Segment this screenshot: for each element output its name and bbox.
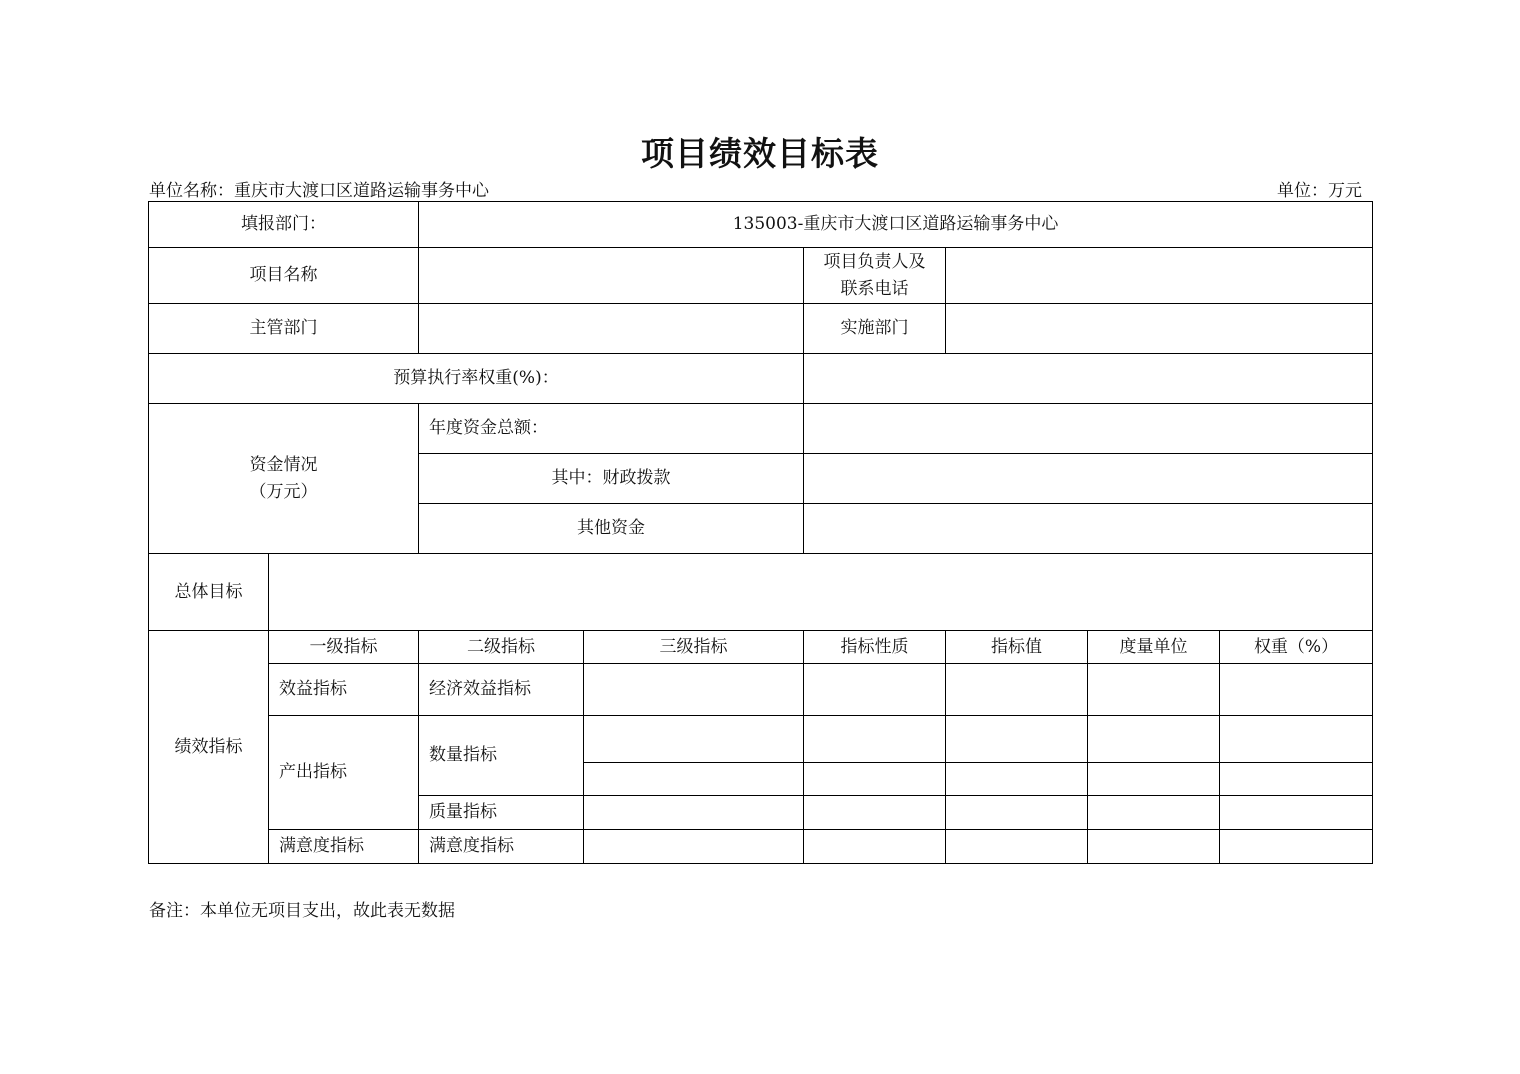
table-cell[interactable] <box>804 716 946 763</box>
output-l1: 产出指标 <box>269 716 419 830</box>
table-cell[interactable] <box>584 664 804 716</box>
table-cell[interactable] <box>1088 830 1220 864</box>
currency-unit: 单位：万元 <box>1277 181 1362 201</box>
table-row <box>149 830 1373 864</box>
footnote: 备注：本单位无项目支出，故此表无数据 <box>149 901 455 921</box>
supervisor-label: 主管部门 <box>149 304 419 354</box>
annual-total-label: 年度资金总额： <box>419 404 804 454</box>
unit-name: 单位名称：重庆市大渡口区道路运输事务中心 <box>149 181 489 201</box>
fill-dept-value: 135003-重庆市大渡口区道路运输事务中心 <box>419 202 1373 248</box>
page-title: 项目绩效目标表 <box>641 134 879 173</box>
perf-label: 绩效指标 <box>149 631 269 864</box>
table-cell[interactable] <box>1220 664 1373 716</box>
table-cell[interactable] <box>804 830 946 864</box>
funds-label <box>149 404 419 554</box>
table-cell[interactable] <box>946 830 1088 864</box>
table-cell[interactable] <box>1220 763 1373 796</box>
benefit-l2: 经济效益指标 <box>419 664 584 716</box>
indicator-header-row <box>149 631 1373 664</box>
leader-value[interactable] <box>946 248 1373 304</box>
header-nature: 指标性质 <box>804 631 946 664</box>
header-level3: 三级指标 <box>584 631 804 664</box>
table-row <box>149 664 1373 716</box>
budget-rate-row <box>149 354 1373 404</box>
leader-label: 项目负责人及联系电话 <box>804 248 946 304</box>
header-weight: 权重（%） <box>1220 631 1373 664</box>
table-cell[interactable] <box>946 716 1088 763</box>
funds-label-line1: 资金情况 <box>249 454 318 475</box>
project-name-label: 项目名称 <box>149 248 419 304</box>
table-cell[interactable] <box>1088 796 1220 830</box>
table-cell[interactable] <box>804 796 946 830</box>
table-cell[interactable] <box>584 830 804 864</box>
performance-goal-table <box>148 201 1373 864</box>
other-funds-label: 其他资金 <box>419 504 804 554</box>
annual-total-value[interactable] <box>804 404 1373 454</box>
table-cell[interactable] <box>804 763 946 796</box>
satisfaction-l1: 满意度指标 <box>269 830 419 864</box>
table-cell[interactable] <box>1220 830 1373 864</box>
benefit-l1: 效益指标 <box>269 664 419 716</box>
annual-total-row <box>149 404 1373 454</box>
header-unit: 度量单位 <box>1088 631 1220 664</box>
funds-label-line2: （万元） <box>249 481 318 502</box>
table-row <box>149 716 1373 763</box>
table-cell[interactable] <box>1088 664 1220 716</box>
fiscal-value[interactable] <box>804 454 1373 504</box>
project-name-value[interactable] <box>419 248 804 304</box>
table-cell[interactable] <box>1088 763 1220 796</box>
table-cell[interactable] <box>584 763 804 796</box>
impl-dept-value[interactable] <box>946 304 1373 354</box>
supervisor-value[interactable] <box>419 304 804 354</box>
quality-l2: 质量指标 <box>419 796 584 830</box>
fiscal-label: 其中：财政拨款 <box>419 454 804 504</box>
other-funds-value[interactable] <box>804 504 1373 554</box>
budget-rate-label: 预算执行率权重(%)： <box>149 354 804 404</box>
table-cell[interactable] <box>584 716 804 763</box>
table-cell[interactable] <box>1088 716 1220 763</box>
header-level1: 一级指标 <box>269 631 419 664</box>
table-cell[interactable] <box>1220 796 1373 830</box>
overall-goal-value[interactable] <box>269 554 1373 631</box>
table-cell[interactable] <box>946 664 1088 716</box>
supervisor-row <box>149 304 1373 354</box>
table-cell[interactable] <box>1220 716 1373 763</box>
table-cell[interactable] <box>946 763 1088 796</box>
impl-dept-label: 实施部门 <box>804 304 946 354</box>
budget-rate-value[interactable] <box>804 354 1373 404</box>
overall-goal-label: 总体目标 <box>149 554 269 631</box>
header-level2: 二级指标 <box>419 631 584 664</box>
header-value: 指标值 <box>946 631 1088 664</box>
fill-dept-row <box>149 202 1373 248</box>
table-cell[interactable] <box>946 796 1088 830</box>
satisfaction-l2: 满意度指标 <box>419 830 584 864</box>
table-cell[interactable] <box>584 796 804 830</box>
overall-goal-row <box>149 554 1373 631</box>
fill-dept-label: 填报部门： <box>149 202 419 248</box>
project-name-row <box>149 248 1373 304</box>
table-cell[interactable] <box>804 664 946 716</box>
quantity-l2: 数量指标 <box>419 716 584 796</box>
